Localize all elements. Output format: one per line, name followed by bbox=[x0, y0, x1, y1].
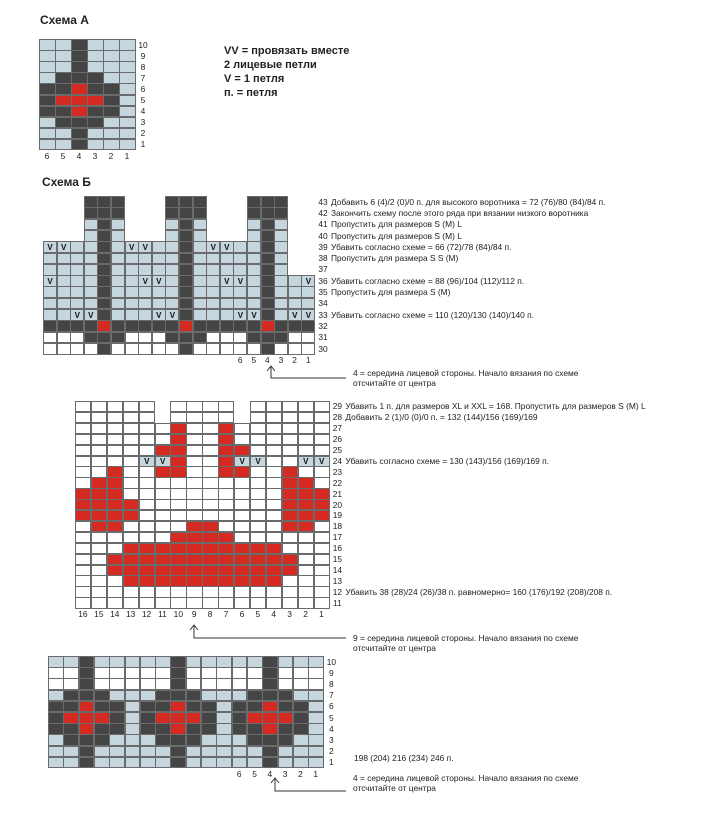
column-number: 13 bbox=[125, 609, 136, 620]
stitch-cell-v: V bbox=[288, 309, 302, 321]
row-number: 7 bbox=[140, 72, 146, 83]
note-line: отсчитайте от центра bbox=[353, 783, 436, 793]
stitch-cell-v: V bbox=[138, 241, 152, 253]
stitch-cell-v: V bbox=[301, 275, 315, 287]
column-number: 2 bbox=[298, 769, 303, 779]
column-number: 5 bbox=[252, 769, 257, 779]
middle-arrow-icon bbox=[190, 625, 346, 638]
row-number: 24 bbox=[332, 455, 343, 466]
row-number: 31 bbox=[318, 332, 328, 343]
stitch-count-note: 198 (204) 216 (234) 246 п. bbox=[354, 753, 454, 763]
stitch-cell-v: V bbox=[84, 309, 98, 321]
row-number: 11 bbox=[333, 597, 342, 608]
stitch-cell-v: V bbox=[165, 309, 179, 321]
stitch-cell-v: V bbox=[233, 275, 247, 287]
row-number: 19 bbox=[332, 510, 343, 521]
row-number: 26 bbox=[332, 434, 343, 445]
column-number: 10 bbox=[173, 609, 183, 620]
row-instruction: Убавить согласно схеме = 110 (120)/130 (140)/140 п. bbox=[331, 309, 534, 320]
column-number: 15 bbox=[94, 609, 104, 620]
column-number: 4 bbox=[265, 355, 270, 366]
row-number: 35 bbox=[318, 287, 328, 298]
column-number: 6 bbox=[239, 609, 245, 620]
row-number: 28 bbox=[332, 412, 343, 423]
column-number: 1 bbox=[313, 769, 319, 779]
stitch-cell-v: V bbox=[155, 456, 171, 467]
row-number: 18 bbox=[332, 521, 343, 532]
row-instruction: Убавить согласно схеме = 66 (72)/78 (84)/84 п. bbox=[331, 241, 512, 252]
column-number: 4 bbox=[76, 151, 82, 161]
row-number: 7 bbox=[329, 690, 334, 701]
column-number: 2 bbox=[108, 151, 114, 161]
row-instruction: Убавить согласно схеме = 88 (96)/104 (112)/112 п. bbox=[331, 275, 525, 286]
note-line: 9 = середина лицевой стороны. Начало вязания по схеме bbox=[353, 633, 579, 643]
column-number: 6 bbox=[237, 355, 243, 366]
stitch-cell-v: V bbox=[233, 309, 247, 321]
row-number: 5 bbox=[329, 712, 334, 723]
bottom-arrow-icon bbox=[271, 778, 346, 791]
row-number: 20 bbox=[332, 499, 343, 510]
column-number: 6 bbox=[236, 769, 242, 779]
column-number: 2 bbox=[292, 355, 297, 366]
column-number: 12 bbox=[141, 609, 152, 620]
legend-line: VV = провязать вместе bbox=[224, 45, 350, 57]
scheme-a-title: Схема А bbox=[40, 13, 89, 27]
row-instruction: Пропустить для размера S (M) bbox=[331, 287, 451, 298]
column-number: 3 bbox=[278, 355, 284, 366]
stitch-cell-v: V bbox=[139, 456, 155, 467]
stitch-cell-v: V bbox=[43, 241, 57, 253]
row-instruction: Убавить 38 (28)/24 (26)/38 п. равномерно= 160 (176)/192 (208)/208 п. bbox=[345, 586, 613, 597]
row-number: 10 bbox=[326, 656, 337, 667]
stitch-cell-v: V bbox=[152, 309, 166, 321]
stitch-cell-v: V bbox=[152, 275, 166, 287]
row-instruction: Добавить 2 (1)/0 (0)/0 п. = 132 (144)/156 (169)/169 bbox=[345, 412, 538, 423]
stitch-cell-v: V bbox=[250, 456, 266, 467]
row-number: 36 bbox=[318, 275, 328, 286]
row-instruction: Пропустить для размеров S (M) L bbox=[331, 230, 462, 241]
row-number: 25 bbox=[332, 445, 343, 456]
legend-line: V = 1 петля bbox=[224, 73, 285, 85]
row-number: 32 bbox=[318, 320, 328, 331]
row-instruction: Добавить 6 (4)/2 (0)/0 п. для высокого воротника = 72 (76)/80 (84)/84 п. bbox=[331, 196, 606, 207]
legend-line: п. = петля bbox=[224, 87, 278, 99]
row-number: 8 bbox=[140, 61, 146, 72]
stitch-cell-v: V bbox=[70, 309, 84, 321]
note-line: отсчитайте от центра bbox=[353, 643, 436, 653]
row-instruction: Пропустить для размеров S (M) L bbox=[331, 219, 462, 230]
row-number: 13 bbox=[332, 575, 343, 586]
row-number: 22 bbox=[332, 477, 343, 488]
row-number: 6 bbox=[329, 701, 334, 712]
column-number: 3 bbox=[282, 769, 288, 779]
row-number: 12 bbox=[332, 586, 343, 597]
row-number: 34 bbox=[318, 298, 328, 309]
column-number: 5 bbox=[60, 151, 66, 161]
column-number: 8 bbox=[207, 609, 213, 620]
row-number: 9 bbox=[329, 667, 334, 678]
note-line: 4 = середина лицевой стороны. Начало вязания по схеме bbox=[353, 368, 579, 378]
column-number: 3 bbox=[92, 151, 98, 161]
row-number: 1 bbox=[140, 139, 146, 150]
row-number: 41 bbox=[318, 219, 328, 230]
row-number: 5 bbox=[140, 95, 146, 106]
row-number: 27 bbox=[332, 423, 343, 434]
row-number: 40 bbox=[318, 230, 328, 241]
row-number: 8 bbox=[329, 679, 334, 689]
stitch-cell-v: V bbox=[43, 275, 57, 287]
row-number: 4 bbox=[329, 723, 334, 734]
row-number: 14 bbox=[332, 564, 343, 575]
row-number: 2 bbox=[140, 128, 146, 139]
stitch-cell-v: V bbox=[57, 241, 71, 253]
column-number: 16 bbox=[78, 609, 88, 620]
row-number: 33 bbox=[318, 309, 328, 320]
row-number: 9 bbox=[140, 50, 146, 61]
column-number: 4 bbox=[267, 769, 273, 779]
row-number: 29 bbox=[332, 401, 343, 412]
column-number: 2 bbox=[303, 609, 308, 620]
column-number: 5 bbox=[251, 355, 257, 366]
row-number: 30 bbox=[318, 343, 328, 354]
column-number: 3 bbox=[287, 609, 292, 620]
row-number: 1 bbox=[329, 757, 334, 768]
column-number: 9 bbox=[191, 609, 197, 620]
row-number: 23 bbox=[332, 466, 343, 477]
column-number: 14 bbox=[110, 609, 120, 620]
row-number: 39 bbox=[318, 241, 328, 252]
row-instruction: Убавить согласно схеме = 130 (143)/156 (169)/169 п. bbox=[345, 455, 550, 466]
row-number: 37 bbox=[318, 264, 328, 275]
column-number: 5 bbox=[255, 609, 261, 620]
row-number: 10 bbox=[138, 39, 148, 50]
column-number: 1 bbox=[319, 609, 324, 620]
column-number: 7 bbox=[223, 609, 229, 620]
row-instruction: Убавить 1 п. для размеров XL и XXL = 168. Пропустить для размеров S (M) L bbox=[345, 401, 646, 412]
row-number: 21 bbox=[332, 488, 343, 499]
stitch-cell-v: V bbox=[138, 275, 152, 287]
stitch-cell-v: V bbox=[220, 275, 234, 287]
scheme-b-title: Схема Б bbox=[42, 175, 91, 189]
column-number: 4 bbox=[271, 609, 277, 620]
row-number: 15 bbox=[332, 554, 343, 565]
row-number: 6 bbox=[140, 83, 146, 94]
row-number: 2 bbox=[329, 746, 334, 757]
stitch-cell-v: V bbox=[314, 456, 330, 467]
row-number: 4 bbox=[140, 106, 146, 117]
row-number: 3 bbox=[140, 117, 146, 128]
row-instruction: Пропустить для размера S S (M) bbox=[331, 253, 459, 264]
legend-line: 2 лицевые петли bbox=[224, 59, 317, 71]
column-number: 1 bbox=[305, 355, 311, 366]
note-line: 4 = середина лицевой стороны. Начало вязания по схеме bbox=[353, 773, 579, 783]
column-number: 1 bbox=[124, 151, 130, 161]
row-number: 17 bbox=[332, 532, 343, 543]
column-number: 6 bbox=[44, 151, 50, 161]
stitch-cell-v: V bbox=[234, 456, 250, 467]
row-number: 3 bbox=[329, 735, 334, 745]
column-number: 11 bbox=[158, 609, 167, 620]
stitch-cell-v: V bbox=[301, 309, 315, 321]
row-number: 43 bbox=[318, 196, 328, 207]
stitch-cell-v: V bbox=[125, 241, 139, 253]
stitch-cell-v: V bbox=[206, 241, 220, 253]
row-number: 38 bbox=[318, 253, 328, 264]
row-instruction: Закончить схему после этого ряда при вязании низкого воротника bbox=[331, 207, 589, 218]
row-number: 42 bbox=[318, 207, 328, 218]
stitch-cell-v: V bbox=[247, 309, 261, 321]
stitch-cell-v: V bbox=[298, 456, 314, 467]
note-line: отсчитайте от центра bbox=[353, 378, 436, 388]
stitch-cell-v: V bbox=[220, 241, 234, 253]
row-number: 16 bbox=[332, 543, 343, 554]
top-arrow-icon bbox=[267, 366, 346, 378]
